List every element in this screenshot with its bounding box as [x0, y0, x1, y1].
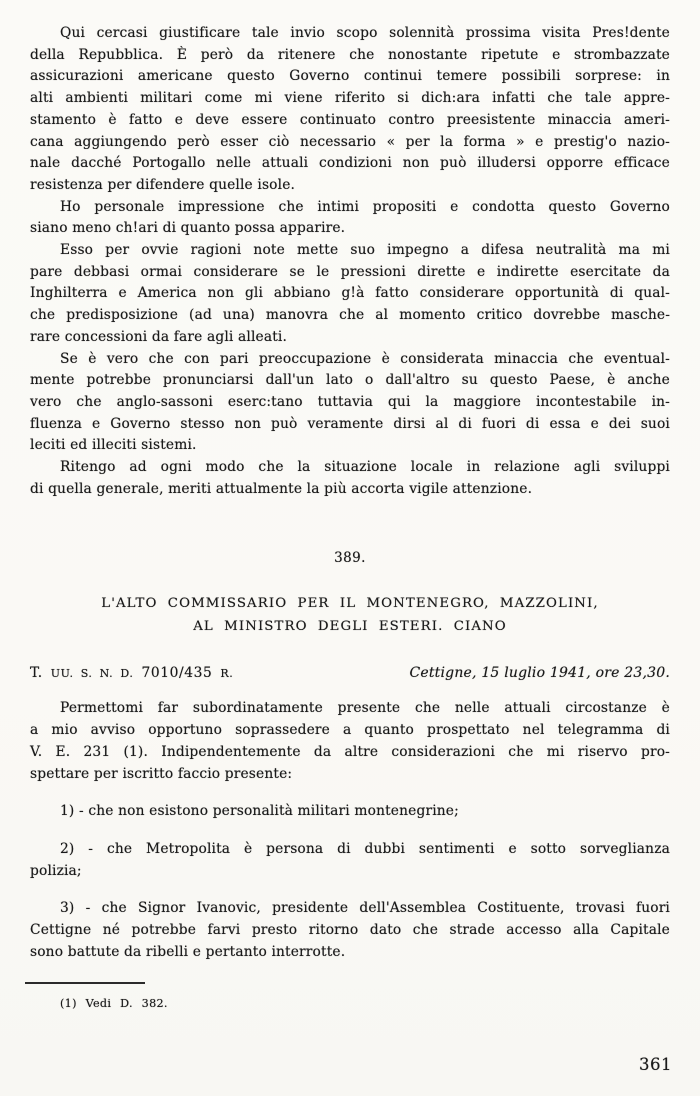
heading-line-2: AL MINISTRO DEGLI ESTERI. CIANO — [193, 619, 507, 635]
list-item — [30, 839, 670, 882]
protocol-prefix: T. — [30, 665, 43, 682]
heading-line-1: L'ALTO COMMISSARIO PER IL MONTENEGRO, MAZZOLINI, — [101, 596, 599, 612]
paragraph — [30, 197, 670, 240]
text-column — [30, 23, 670, 1010]
text-line: Esso per ovvie ragioni note mette suo impegno a difesa neutralità ma mi — [60, 242, 670, 259]
text-line: Cettigne né potrebbe farvi presto ritorno dato che strade accesso alla Capitale — [30, 922, 670, 939]
text-line: 3) - che Signor Ivanovic, presidente dell'Assemblea Costituente, trovasi fuori — [60, 900, 670, 917]
text-line: polizia; — [30, 862, 82, 879]
footnote: (1) Vedi D. 382. — [60, 996, 168, 1010]
protocol-series: UU. S. N. D. — [50, 667, 134, 681]
text-line: V. E. 231 (1). Indipendentemente da altre considerazioni che mi riservo pro- — [30, 743, 670, 760]
page-number: 361 — [639, 1055, 672, 1074]
paragraph — [30, 240, 670, 349]
text-line: nale dacché Portogallo nelle attuali condizioni non può illudersi opporre efficace — [30, 155, 670, 172]
text-line: resistenza per difendere quelle isole. — [30, 176, 296, 193]
text-line: rare concessioni da fare agli alleati. — [30, 328, 288, 345]
document-number: 389. — [334, 550, 366, 567]
protocol-suffix: R. — [220, 667, 234, 681]
text-line: a mio avviso opportuno soprassedere a quanto prospettato nel telegramma di — [30, 722, 670, 739]
text-line: Permettomi far subordinatamente presente che nelle attuali circostanze è — [60, 700, 670, 717]
telegram-paragraph — [30, 698, 670, 785]
text-line: cana aggiungendo però esser ciò necessario « per la forma » e prestig'o nazio- — [30, 133, 670, 150]
text-line: Se è vero che con pari preoccupazione è considerata minaccia che eventual- — [60, 350, 670, 367]
text-line: alti ambienti militari come mi viene riferito si dich:ara infatti che tale appre- — [30, 90, 670, 107]
text-line: della Repubblica. È però da ritenere che nonostante ripetute e strombazzate — [30, 46, 670, 63]
text-line: Qui cercasi giustificare tale invio scopo solennità prossima visita Pres!dente — [60, 25, 670, 41]
text-line: pare debbasi ormai considerare se le pressioni dirette e indirette esercitate da — [30, 263, 670, 280]
text-line: mente potrebbe pronunciarsi dall'un lato o dall'altro su questo Paese, è anche — [30, 372, 670, 389]
protocol-number: 7010/435 — [141, 665, 213, 682]
text-line: leciti ed illeciti sistemi. — [30, 437, 197, 454]
list-item — [30, 898, 670, 963]
list-item — [30, 801, 670, 823]
text-line: assicurazioni americane questo Governo continui temere possibili sorprese: in — [30, 68, 670, 85]
text-line: che predisposizione (ad una) manovra che al momento critico dovrebbe masche- — [30, 307, 670, 324]
body-text — [30, 23, 670, 500]
text-line: siano meno ch!ari di quanto possa apparire. — [30, 220, 346, 237]
text-line: di quella generale, meriti attualmente la più accorta vigile attenzione. — [30, 480, 533, 497]
footnote-divider — [25, 982, 145, 984]
paragraph — [30, 457, 670, 500]
text-line: 1) - che non esistono personalità militari montenegrine; — [60, 803, 459, 820]
text-line: spettare per iscritto faccio presente: — [30, 765, 293, 782]
text-line: stamento è fatto e deve essere continuato contro preesistente minaccia ameri- — [30, 111, 670, 128]
paragraph — [30, 349, 670, 458]
text-line: vero che anglo-sassoni eserc:tano tuttavia qui la maggiore incontestabile in- — [30, 393, 670, 410]
dateline: Cettigne, 15 luglio 1941, ore 23,30. — [409, 665, 670, 682]
text-line: sono battute da ribelli e pertanto interrotte. — [30, 943, 346, 960]
text-line: Ritengo ad ogni modo che la situazione locale in relazione agli sviluppi — [60, 459, 670, 476]
telegram-meta-row — [30, 665, 670, 681]
document-heading — [30, 592, 670, 638]
numbered-list — [30, 801, 670, 963]
text-line: Ho personale impressione che intimi propositi e condotta questo Governo — [60, 198, 670, 215]
text-line: Inghilterra e America non gli abbiano g!à fatto considerare opportunità di qual- — [30, 285, 670, 302]
paragraph — [30, 23, 670, 197]
text-line: fluenza e Governo stesso non può veramente dirsi al di fuori di essa e dei suoi — [30, 415, 670, 432]
protocol-line — [30, 665, 233, 681]
text-line: 2) - che Metropolita è persona di dubbi sentimenti e sotto sorveglianza — [60, 840, 670, 857]
